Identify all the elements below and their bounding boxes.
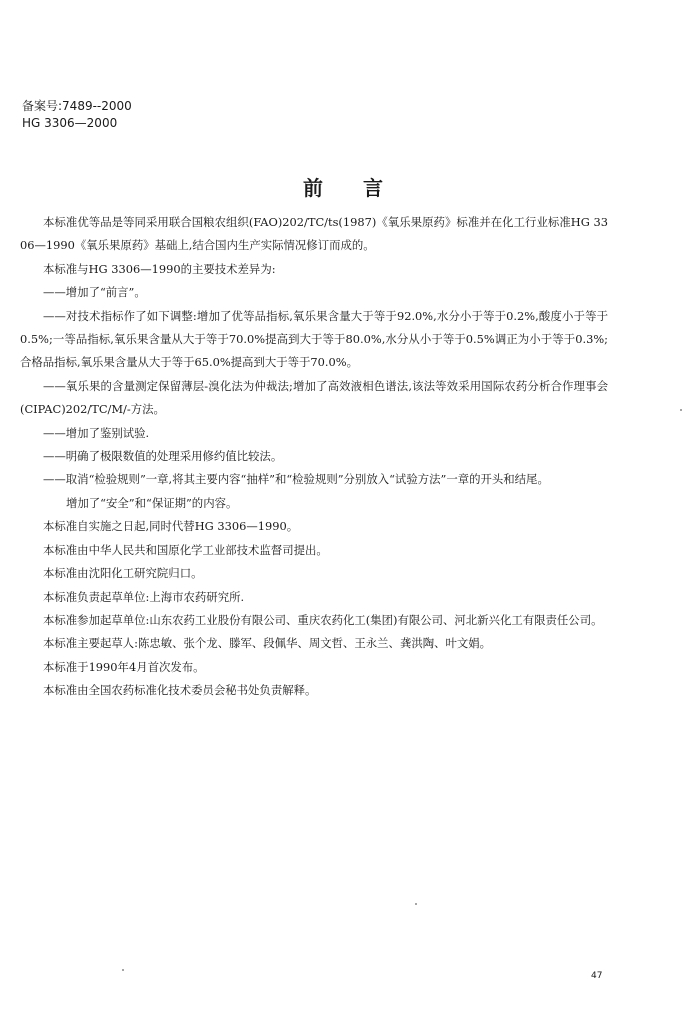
document-body [20,211,608,703]
paragraph-participating-units: 本标准参加起草单位:山东农药工业股份有限公司、重庆农药化工(集团)有限公司、河北新兴化工有限责任公司。 [43,612,603,627]
filing-number: 备案号:7489--2000 [22,99,132,113]
scan-speck [415,903,417,905]
paragraph-administrator: 本标准由沈阳化工研究院归口。 [43,566,203,581]
paragraph-content-method: ——氧乐果的含量测定保留薄层-溴化法为仲裁法;增加了高效液相色谱法,该法等效采用国际农药分析合作理事会(CIPAC)202/TC/M/-方法。 [20,378,608,417]
paragraph-inspection-rules: ——取消“检验规则”一章,将其主要内容“抽样”和“检验规则”分别放入“试验方法”一章的开头和结尾。 [43,472,549,487]
standard-code: HG 3306—2000 [22,116,118,130]
document-header [22,98,132,132]
scan-speck [122,969,124,971]
paragraph-drafting-unit: 本标准负责起草单位:上海市农药研究所. [43,589,245,604]
paragraph-indicator-adjustment: ——对技术指标作了如下调整:增加了优等品指标,氧乐果含量大于等于92.0%,水分小于等于0.2%,酸度小于等于0.5%;一等品指标,氧乐果含量从大于等于70.0%提高到大于等于80.0%,水分从小于等于0.5%调正为小于等于0.3%;合格品指标,氧乐果含量从大于等于65.0%提高到大于等于70.0%。 [20,308,608,370]
scan-speck [680,409,682,411]
paragraph-safety-warranty: 增加了“安全”和“保证期”的内容。 [66,495,238,510]
paragraph-first-issue: 本标准于1990年4月首次发布。 [43,659,205,674]
page-title: 前言 [303,176,423,200]
paragraph-implementation: 本标准自实施之日起,同时代替HG 3306—1990。 [43,519,299,534]
paragraph-differences-intro: 本标准与HG 3306—1990的主要技术差异为: [43,261,276,276]
paragraph-limit-values: ——明确了极限数值的处理采用修约值比较法。 [43,449,283,464]
paragraph-foreword-added: ——增加了“前言”。 [43,285,146,300]
paragraph-proposer: 本标准由中华人民共和国原化学工业部技术监督司提出。 [43,542,328,557]
paragraph-adoption: 本标准优等品是等同采用联合国粮农组织(FAO)202/TC/ts(1987)《氧乐果原药》标准并在化工行业标准HG 3306—1990《氧乐果原药》基础上,结合国内生产实际情况修订而成的。 [20,215,608,253]
paragraph-identification-test: ——增加了鉴别试验. [43,425,150,440]
paragraph-drafters: 本标准主要起草人:陈忠敏、张个龙、滕军、段佩华、周文哲、王永兰、龚洪陶、叶文娟。 [43,636,492,651]
paragraph-interpretation: 本标准由全国农药标准化技术委员会秘书处负责解释。 [43,683,317,698]
page-number: 47 [591,971,603,981]
